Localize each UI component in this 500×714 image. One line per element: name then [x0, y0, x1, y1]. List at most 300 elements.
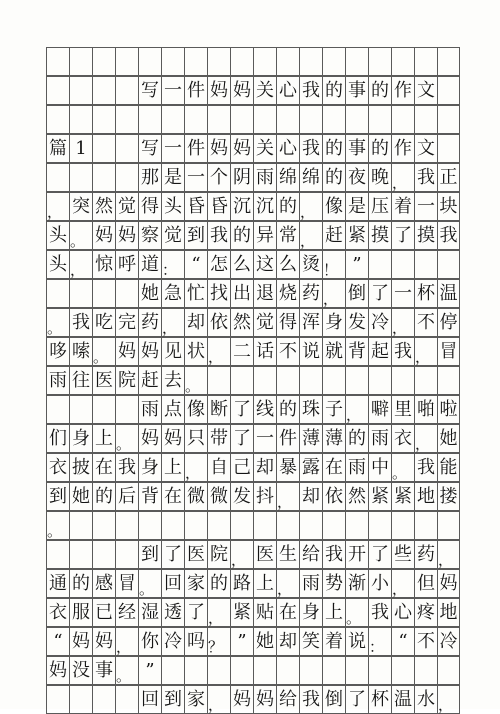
grid-cell: 1 — [69, 135, 92, 162]
grid-cell: 。 — [46, 512, 69, 539]
grid-cell: 心 — [276, 77, 299, 104]
grid-cell: 们 — [46, 425, 69, 452]
grid-cell: 却 — [253, 454, 276, 481]
grid-row — [46, 511, 460, 540]
grid-row — [46, 105, 460, 134]
grid-row — [46, 569, 460, 598]
grid-cell: 忙 — [184, 280, 207, 307]
grid-cell: 断 — [207, 396, 230, 423]
grid-cell: 。 — [345, 599, 368, 626]
grid-cell: 。 — [46, 309, 69, 336]
grid-row — [46, 453, 460, 482]
grid-cell: 雨 — [299, 570, 322, 597]
grid-cell: 的 — [322, 135, 345, 162]
grid-cell: 你 — [138, 628, 161, 655]
grid-cell — [391, 512, 414, 539]
grid-cell: 身 — [322, 309, 345, 336]
grid-cell: 得 — [276, 309, 299, 336]
grid-cell — [437, 251, 460, 278]
grid-cell: 。 — [115, 425, 138, 452]
grid-cell: 嗦 — [69, 338, 92, 365]
grid-cell: 一 — [161, 135, 184, 162]
grid-cell — [253, 48, 276, 75]
grid-cell — [276, 512, 299, 539]
grid-cell: 着 — [391, 193, 414, 220]
grid-row — [46, 279, 460, 308]
grid-cell: ， — [299, 193, 322, 220]
grid-cell — [69, 512, 92, 539]
grid-cell: 了 — [368, 541, 391, 568]
grid-cell: 事 — [345, 77, 368, 104]
grid-cell — [207, 367, 230, 394]
grid-cell — [345, 512, 368, 539]
grid-row — [46, 76, 460, 105]
grid-cell: ， — [207, 686, 230, 713]
grid-cell: 起 — [368, 338, 391, 365]
grid-cell: ， — [161, 309, 184, 336]
grid-cell: 开 — [345, 541, 368, 568]
grid-row — [46, 482, 460, 511]
grid-cell — [299, 367, 322, 394]
grid-cell: 妈 — [230, 135, 253, 162]
grid-cell: 妈 — [230, 77, 253, 104]
grid-cell: 回 — [138, 686, 161, 713]
grid-cell: 作 — [391, 77, 414, 104]
grid-cell — [299, 48, 322, 75]
grid-cell — [299, 512, 322, 539]
grid-cell — [69, 541, 92, 568]
grid-cell — [230, 657, 253, 684]
grid-cell: 家 — [184, 570, 207, 597]
grid-cell: 透 — [161, 599, 184, 626]
grid-cell — [69, 106, 92, 133]
grid-cell: 就 — [322, 338, 345, 365]
grid-cell: 我 — [115, 454, 138, 481]
grid-cell: 见 — [161, 338, 184, 365]
grid-cell: 妈 — [207, 77, 230, 104]
grid-cell: 不 — [276, 338, 299, 365]
grid-cell: 水 — [414, 686, 437, 713]
grid-cell: 然 — [230, 309, 253, 336]
grid-cell: ， — [391, 309, 414, 336]
grid-cell — [184, 106, 207, 133]
grid-cell: 觉 — [161, 222, 184, 249]
grid-cell: 状 — [184, 338, 207, 365]
grid-cell: ， — [414, 338, 437, 365]
grid-cell: 摸 — [368, 222, 391, 249]
grid-cell: 停 — [437, 309, 460, 336]
grid-cell: 势 — [322, 570, 345, 597]
grid-cell: ” — [138, 657, 161, 684]
grid-cell: 带 — [207, 425, 230, 452]
grid-cell — [161, 106, 184, 133]
grid-cell: 药 — [414, 541, 437, 568]
grid-cell: ， — [437, 541, 460, 568]
grid-cell — [46, 106, 69, 133]
grid-cell: 疼 — [414, 599, 437, 626]
grid-cell — [368, 251, 391, 278]
grid-cell: 妈 — [138, 425, 161, 452]
grid-cell: 身 — [299, 599, 322, 626]
grid-cell: 给 — [299, 541, 322, 568]
grid-cell — [253, 106, 276, 133]
grid-cell: 的 — [368, 77, 391, 104]
grid-cell — [92, 48, 115, 75]
grid-cell: ， — [184, 454, 207, 481]
grid-cell: 。 — [184, 367, 207, 394]
grid-cell: 噼 — [368, 396, 391, 423]
grid-cell: 我 — [299, 686, 322, 713]
grid-cell: 雨 — [368, 425, 391, 452]
grid-cell — [322, 106, 345, 133]
grid-cell — [276, 657, 299, 684]
grid-cell: 一 — [161, 77, 184, 104]
grid-cell — [138, 512, 161, 539]
grid-cell: 昏 — [184, 193, 207, 220]
grid-cell: 的 — [322, 164, 345, 191]
grid-cell: 妈 — [69, 628, 92, 655]
grid-cell — [414, 367, 437, 394]
grid-cell: 着 — [322, 628, 345, 655]
grid-cell: 突 — [69, 193, 92, 220]
grid-cell: 的 — [368, 135, 391, 162]
grid-cell: 地 — [414, 483, 437, 510]
grid-cell — [161, 48, 184, 75]
grid-cell — [437, 106, 460, 133]
grid-cell — [414, 657, 437, 684]
grid-cell: 头 — [46, 222, 69, 249]
grid-cell: 冷 — [437, 628, 460, 655]
grid-cell: ， — [230, 541, 253, 568]
grid-cell: 一 — [184, 164, 207, 191]
grid-cell: 件 — [184, 135, 207, 162]
grid-cell: 赶 — [138, 367, 161, 394]
grid-cell — [230, 106, 253, 133]
grid-cell — [253, 512, 276, 539]
grid-cell: 生 — [276, 541, 299, 568]
grid-cell: 出 — [230, 280, 253, 307]
grid-cell — [92, 280, 115, 307]
grid-cell: ， — [207, 338, 230, 365]
grid-cell: 雨 — [253, 164, 276, 191]
grid-cell: 一 — [414, 193, 437, 220]
grid-cell: 己 — [230, 454, 253, 481]
grid-cell: 却 — [184, 309, 207, 336]
grid-row — [46, 221, 460, 250]
grid-cell — [184, 512, 207, 539]
grid-cell — [368, 512, 391, 539]
grid-cell: 像 — [184, 396, 207, 423]
grid-cell: 依 — [207, 309, 230, 336]
grid-cell: 头 — [46, 251, 69, 278]
grid-cell: 呼 — [115, 251, 138, 278]
grid-cell — [368, 657, 391, 684]
grid-cell: 雨 — [138, 396, 161, 423]
grid-cell: 冷 — [368, 309, 391, 336]
grid-cell: 感 — [92, 570, 115, 597]
grid-cell: 在 — [161, 483, 184, 510]
manuscript-grid-paper — [46, 47, 460, 714]
grid-cell — [414, 106, 437, 133]
grid-cell — [69, 396, 92, 423]
grid-cell — [345, 367, 368, 394]
grid-cell: 医 — [184, 541, 207, 568]
grid-cell: 雨 — [345, 454, 368, 481]
grid-cell: “ — [391, 628, 414, 655]
grid-cell: 背 — [345, 338, 368, 365]
grid-cell — [46, 396, 69, 423]
grid-cell: 二 — [230, 338, 253, 365]
grid-cell: 的 — [276, 396, 299, 423]
grid-row — [46, 627, 460, 656]
grid-cell: 但 — [414, 570, 437, 597]
grid-cell: ， — [299, 222, 322, 249]
grid-cell: 的 — [207, 570, 230, 597]
grid-cell: 杯 — [368, 686, 391, 713]
grid-cell: 在 — [322, 454, 345, 481]
grid-cell: 发 — [345, 309, 368, 336]
grid-cell — [230, 367, 253, 394]
grid-cell: 上 — [253, 570, 276, 597]
grid-cell: 浑 — [299, 309, 322, 336]
grid-cell: 身 — [69, 425, 92, 452]
grid-cell: 像 — [322, 193, 345, 220]
grid-cell — [92, 135, 115, 162]
grid-cell: 披 — [69, 454, 92, 481]
grid-cell: 温 — [391, 686, 414, 713]
grid-cell: 到 — [138, 541, 161, 568]
grid-cell: 医 — [253, 541, 276, 568]
grid-cell: 背 — [138, 483, 161, 510]
grid-cell: 通 — [46, 570, 69, 597]
grid-cell: 我 — [299, 77, 322, 104]
grid-cell — [414, 48, 437, 75]
grid-cell — [115, 396, 138, 423]
grid-cell — [345, 106, 368, 133]
grid-cell: ！ — [322, 251, 345, 278]
grid-cell: 摸 — [414, 222, 437, 249]
grid-cell: 话 — [253, 338, 276, 365]
grid-cell: 退 — [253, 280, 276, 307]
grid-cell: 是 — [161, 164, 184, 191]
grid-cell — [368, 106, 391, 133]
grid-cell: 的 — [92, 483, 115, 510]
grid-cell: 了 — [230, 396, 253, 423]
grid-cell: 发 — [230, 483, 253, 510]
grid-cell: 心 — [276, 135, 299, 162]
grid-cell: 紧 — [391, 483, 414, 510]
grid-cell: ， — [345, 396, 368, 423]
grid-cell: ： — [368, 628, 391, 655]
grid-cell — [414, 251, 437, 278]
grid-cell: 上 — [161, 454, 184, 481]
grid-cell: 妈 — [230, 686, 253, 713]
grid-cell — [161, 512, 184, 539]
grid-cell: 到 — [184, 222, 207, 249]
grid-cell: 绵 — [299, 164, 322, 191]
grid-cell: 。 — [115, 657, 138, 684]
grid-cell: 抖 — [253, 483, 276, 510]
grid-cell: 一 — [391, 280, 414, 307]
grid-cell: 去 — [161, 367, 184, 394]
grid-cell — [276, 367, 299, 394]
grid-cell: 了 — [161, 541, 184, 568]
grid-cell: 我 — [414, 454, 437, 481]
grid-cell: 往 — [69, 367, 92, 394]
grid-cell: 渐 — [345, 570, 368, 597]
grid-cell — [207, 657, 230, 684]
grid-cell — [230, 512, 253, 539]
grid-cell — [368, 48, 391, 75]
grid-cell: 到 — [46, 483, 69, 510]
grid-cell: 了 — [230, 425, 253, 452]
grid-cell: 关 — [253, 135, 276, 162]
grid-cell — [322, 48, 345, 75]
grid-cell — [161, 657, 184, 684]
grid-cell: 点 — [161, 396, 184, 423]
grid-cell — [414, 512, 437, 539]
grid-cell — [184, 657, 207, 684]
grid-cell: ， — [414, 425, 437, 452]
grid-cell — [138, 106, 161, 133]
grid-cell: 薄 — [322, 425, 345, 452]
grid-cell — [299, 657, 322, 684]
grid-cell: 妈 — [115, 338, 138, 365]
grid-cell — [322, 367, 345, 394]
grid-cell: ， — [391, 570, 414, 597]
grid-cell: 妈 — [46, 657, 69, 684]
grid-cell: 医 — [92, 367, 115, 394]
grid-cell: 道 — [138, 251, 161, 278]
grid-cell: 家 — [184, 686, 207, 713]
grid-cell: ， — [391, 164, 414, 191]
grid-cell — [276, 106, 299, 133]
grid-cell: 啪 — [414, 396, 437, 423]
grid-cell: 线 — [253, 396, 276, 423]
grid-cell: 了 — [345, 686, 368, 713]
grid-cell: 上 — [92, 425, 115, 452]
grid-cell: 冷 — [161, 628, 184, 655]
grid-cell: 说 — [299, 338, 322, 365]
grid-cell: ， — [115, 628, 138, 655]
grid-cell — [207, 512, 230, 539]
grid-cell: ” — [345, 251, 368, 278]
grid-cell: 惊 — [92, 251, 115, 278]
grid-cell — [437, 77, 460, 104]
grid-cell — [391, 657, 414, 684]
grid-cell: 经 — [115, 599, 138, 626]
grid-cell — [437, 367, 460, 394]
grid-cell: 却 — [276, 628, 299, 655]
grid-cell — [230, 48, 253, 75]
grid-cell: 昏 — [207, 193, 230, 220]
grid-cell: 么 — [230, 251, 253, 278]
grid-cell: 沉 — [230, 193, 253, 220]
grid-cell — [115, 541, 138, 568]
grid-cell: 到 — [161, 686, 184, 713]
grid-cell: 露 — [299, 454, 322, 481]
grid-cell — [115, 164, 138, 191]
grid-cell — [207, 48, 230, 75]
grid-cell: 觉 — [253, 309, 276, 336]
grid-cell: 觉 — [115, 193, 138, 220]
grid-cell — [391, 251, 414, 278]
grid-cell: 我 — [299, 135, 322, 162]
grid-cell: 冒 — [437, 338, 460, 365]
grid-cell: 妈 — [253, 686, 276, 713]
grid-row — [46, 395, 460, 424]
grid-cell: 急 — [161, 280, 184, 307]
grid-cell — [437, 48, 460, 75]
grid-cell: 些 — [391, 541, 414, 568]
grid-cell: 吃 — [92, 309, 115, 336]
grid-cell: 的 — [276, 193, 299, 220]
grid-row — [46, 366, 460, 395]
grid-cell — [437, 512, 460, 539]
grid-cell — [437, 657, 460, 684]
grid-cell: 珠 — [299, 396, 322, 423]
grid-cell: 微 — [184, 483, 207, 510]
grid-cell: 我 — [437, 222, 460, 249]
grid-cell: 沉 — [253, 193, 276, 220]
grid-cell: 妈 — [92, 222, 115, 249]
grid-cell: 说 — [345, 628, 368, 655]
grid-cell: 贴 — [253, 599, 276, 626]
grid-cell: 衣 — [391, 425, 414, 452]
grid-cell — [115, 48, 138, 75]
grid-cell: 文 — [414, 77, 437, 104]
grid-cell: 。 — [391, 454, 414, 481]
grid-cell: ” — [230, 628, 253, 655]
grid-cell: 怎 — [207, 251, 230, 278]
grid-cell: 。 — [69, 222, 92, 249]
grid-cell: 笑 — [299, 628, 322, 655]
grid-cell: 找 — [207, 280, 230, 307]
grid-cell: ， — [69, 251, 92, 278]
grid-cell — [345, 657, 368, 684]
grid-cell — [322, 512, 345, 539]
grid-cell — [276, 48, 299, 75]
grid-cell: 能 — [437, 454, 460, 481]
grid-cell: 已 — [92, 599, 115, 626]
grid-cell: 哆 — [46, 338, 69, 365]
grid-row — [46, 598, 460, 627]
grid-cell: 绵 — [276, 164, 299, 191]
grid-cell: 然 — [92, 193, 115, 220]
grid-cell: 。 — [138, 570, 161, 597]
grid-cell: 妈 — [437, 570, 460, 597]
grid-cell: 不 — [414, 309, 437, 336]
grid-cell: 写 — [138, 135, 161, 162]
grid-cell: 雨 — [46, 367, 69, 394]
grid-cell — [253, 367, 276, 394]
grid-cell — [391, 106, 414, 133]
grid-cell: 我 — [322, 541, 345, 568]
grid-cell: ： — [161, 251, 184, 278]
grid-cell: “ — [184, 251, 207, 278]
grid-cell: 赶 — [322, 222, 345, 249]
grid-cell: 烫 — [299, 251, 322, 278]
grid-cell: 这 — [253, 251, 276, 278]
grid-cell — [184, 48, 207, 75]
grid-cell: 她 — [253, 628, 276, 655]
grid-cell: 小 — [368, 570, 391, 597]
grid-cell: 是 — [345, 193, 368, 220]
grid-cell: 依 — [322, 483, 345, 510]
grid-cell — [69, 77, 92, 104]
grid-cell — [207, 106, 230, 133]
grid-cell — [322, 657, 345, 684]
